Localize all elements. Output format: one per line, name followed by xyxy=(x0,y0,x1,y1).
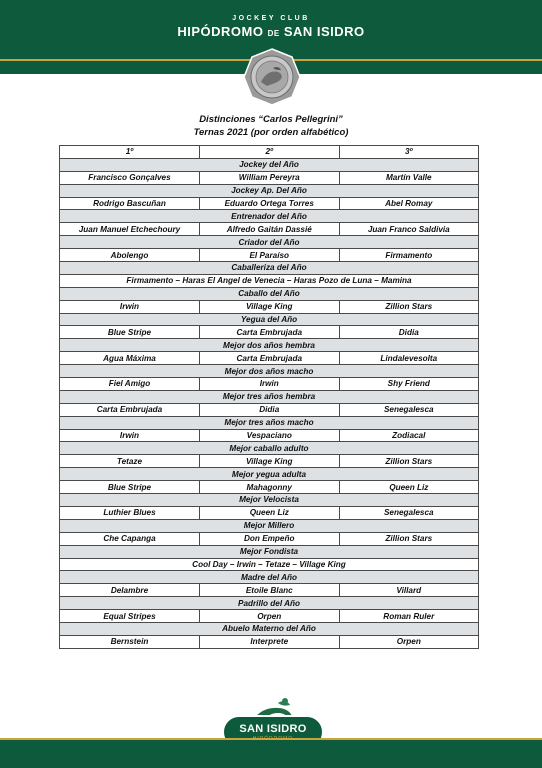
category-row xyxy=(60,158,479,171)
table-cell: Shy Friend xyxy=(339,378,478,391)
category-row xyxy=(60,622,479,635)
category-label: Mejor tres años hembra xyxy=(60,390,479,403)
table-cell: El Paraíso xyxy=(199,249,339,262)
ternas-table-body xyxy=(60,146,479,649)
table-cell: Zodiacal xyxy=(339,429,478,442)
table-cell: Village King xyxy=(199,300,339,313)
table-row xyxy=(60,532,479,545)
category-label: Mejor caballo adulto xyxy=(60,442,479,455)
table-cell: Bernstein xyxy=(60,635,200,648)
table-cell: Didia xyxy=(199,403,339,416)
document-subtitle: Ternas 2021 (por orden alfabético) xyxy=(193,127,349,138)
table-row xyxy=(60,326,479,339)
category-label: Mejor dos años hembra xyxy=(60,339,479,352)
category-label: Mejor tres años macho xyxy=(60,416,479,429)
table-cell: Irwin xyxy=(199,378,339,391)
table-cell: Martín Valle xyxy=(339,171,478,184)
table-cell: William Pereyra xyxy=(199,171,339,184)
category-label: Jockey del Año xyxy=(60,158,479,171)
table-row xyxy=(60,223,479,236)
category-row xyxy=(60,571,479,584)
table-cell: Juan Franco Saldivia xyxy=(339,223,478,236)
table-cell: Alfredo Gaitán Dassié xyxy=(199,223,339,236)
category-row xyxy=(60,184,479,197)
table-cell: Luthier Blues xyxy=(60,506,200,519)
table-row xyxy=(60,506,479,519)
table-header-row xyxy=(60,146,479,159)
table-cell: Orpen xyxy=(199,610,339,623)
category-row xyxy=(60,416,479,429)
table-cell: Carta Embrujada xyxy=(60,403,200,416)
table-cell: Orpen xyxy=(339,635,478,648)
table-cell: Don Empeño xyxy=(199,532,339,545)
category-label: Padrillo del Año xyxy=(60,597,479,610)
table-row xyxy=(60,352,479,365)
category-row xyxy=(60,339,479,352)
footer-banner xyxy=(0,738,542,768)
table-row xyxy=(60,249,479,262)
ternas-table xyxy=(59,145,479,649)
merged-cell: Cool Day – Irwin – Tetaze – Village King xyxy=(60,558,479,571)
category-row xyxy=(60,262,479,275)
table-cell: Francisco Gonçalves xyxy=(60,171,200,184)
category-label: Caballo del Año xyxy=(60,287,479,300)
table-cell: Abel Romay xyxy=(339,197,478,210)
category-label: Criador del Año xyxy=(60,236,479,249)
category-label: Abuelo Materno del Año xyxy=(60,622,479,635)
table-cell: Delambre xyxy=(60,584,200,597)
table-cell: Irwin xyxy=(60,429,200,442)
table-cell: Che Capanga xyxy=(60,532,200,545)
table-cell: Fiel Amigo xyxy=(60,378,200,391)
table-cell: Firmamento xyxy=(339,249,478,262)
jockey-club-label: JOCKEY CLUB xyxy=(232,15,310,22)
category-row xyxy=(60,287,479,300)
document-title: Distinciones “Carlos Pellegrini” xyxy=(199,114,343,125)
club-seal-icon xyxy=(243,48,301,106)
category-label: Mejor Millero xyxy=(60,519,479,532)
table-cell: Roman Ruler xyxy=(339,610,478,623)
header-second: 2º xyxy=(199,146,339,159)
category-row xyxy=(60,468,479,481)
table-cell: Senegalesca xyxy=(339,506,478,519)
table-cell: Vespaciano xyxy=(199,429,339,442)
table-cell: Irwin xyxy=(60,300,200,313)
merged-row xyxy=(60,274,479,287)
table-cell: Eduardo Ortega Torres xyxy=(199,197,339,210)
table-cell: Villard xyxy=(339,584,478,597)
header-third: 3º xyxy=(339,146,478,159)
category-row xyxy=(60,597,479,610)
table-cell: Village King xyxy=(199,455,339,468)
hipodromo-title xyxy=(0,24,542,39)
table-row xyxy=(60,403,479,416)
table-row xyxy=(60,429,479,442)
category-label: Caballeriza del Año xyxy=(60,262,479,275)
header-first: 1º xyxy=(60,146,200,159)
table-row xyxy=(60,635,479,648)
table-cell: Etoile Blanc xyxy=(199,584,339,597)
san-isidro-word: SAN ISIDRO xyxy=(283,24,365,39)
category-row xyxy=(60,210,479,223)
table-row xyxy=(60,481,479,494)
hipodromo-word: HIPÓDROMO xyxy=(177,24,264,39)
table-cell: Agua Máxima xyxy=(60,352,200,365)
table-cell: Didia xyxy=(339,326,478,339)
table-cell: Queen Liz xyxy=(339,481,478,494)
category-row xyxy=(60,313,479,326)
table-cell: Queen Liz xyxy=(199,506,339,519)
category-row xyxy=(60,545,479,558)
category-label: Mejor yegua adulta xyxy=(60,468,479,481)
category-row xyxy=(60,494,479,507)
table-row xyxy=(60,171,479,184)
table-cell: Rodrigo Bascuñan xyxy=(60,197,200,210)
category-label: Mejor Fondista xyxy=(60,545,479,558)
category-row xyxy=(60,236,479,249)
category-label: Yegua del Año xyxy=(60,313,479,326)
table-cell: Tetaze xyxy=(60,455,200,468)
category-row xyxy=(60,519,479,532)
de-word: DE xyxy=(267,29,280,38)
merged-row xyxy=(60,558,479,571)
table-row xyxy=(60,300,479,313)
table-cell: Abolengo xyxy=(60,249,200,262)
table-cell: Equal Stripes xyxy=(60,610,200,623)
document-titles xyxy=(0,113,542,139)
table-cell: Interprete xyxy=(199,635,339,648)
table-cell: Carta Embrujada xyxy=(199,326,339,339)
category-label: Madre del Año xyxy=(60,571,479,584)
category-row xyxy=(60,390,479,403)
table-row xyxy=(60,584,479,597)
table-row xyxy=(60,197,479,210)
table-row xyxy=(60,610,479,623)
footer-gold-stripe xyxy=(0,738,542,740)
merged-cell: Firmamento – Haras El Angel de Venecia – Haras Pozo de Luna – Mamina xyxy=(60,274,479,287)
table-cell: Blue Stripe xyxy=(60,481,200,494)
table-cell: Juan Manuel Etchechoury xyxy=(60,223,200,236)
category-label: Mejor dos años macho xyxy=(60,365,479,378)
table-row xyxy=(60,455,479,468)
table-cell: Lindalevesolta xyxy=(339,352,478,365)
category-label: Entrenador del Año xyxy=(60,210,479,223)
category-row xyxy=(60,365,479,378)
table-cell: Zillion Stars xyxy=(339,300,478,313)
table-cell: Zillion Stars xyxy=(339,455,478,468)
logo-name: SAN ISIDRO xyxy=(239,723,307,735)
table-cell: Carta Embrujada xyxy=(199,352,339,365)
table-cell: Zillion Stars xyxy=(339,532,478,545)
category-label: Jockey Ap. Del Año xyxy=(60,184,479,197)
category-row xyxy=(60,442,479,455)
table-cell: Mahagonny xyxy=(199,481,339,494)
category-label: Mejor Velocista xyxy=(60,494,479,507)
table-row xyxy=(60,378,479,391)
table-cell: Senegalesca xyxy=(339,403,478,416)
table-cell: Blue Stripe xyxy=(60,326,200,339)
